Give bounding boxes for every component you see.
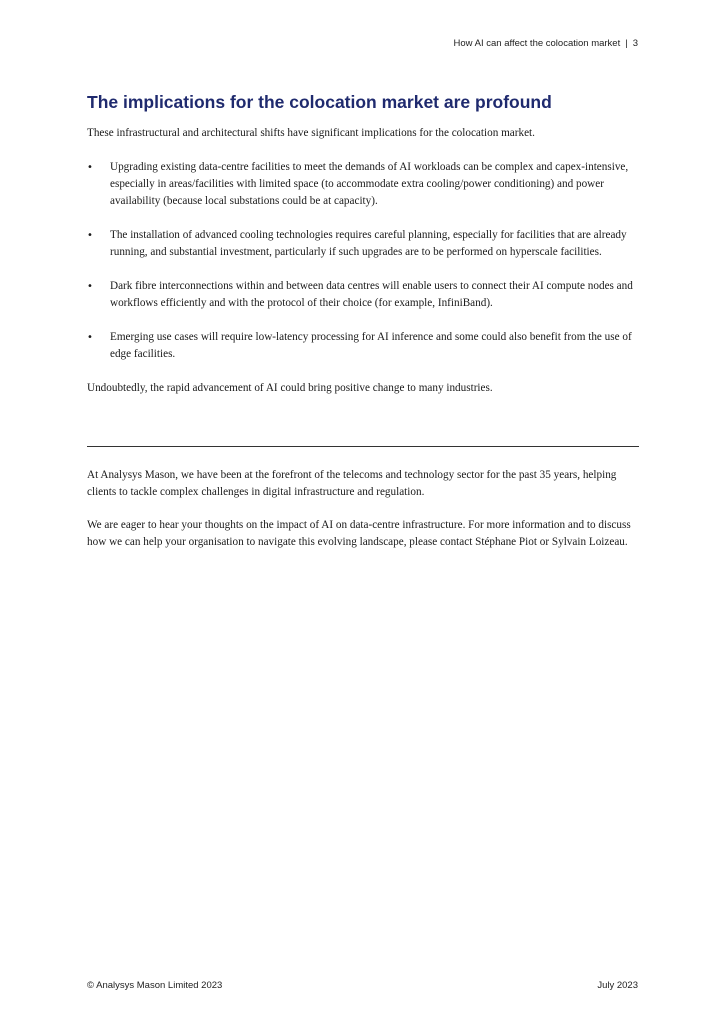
bullet-icon: • xyxy=(87,162,93,173)
list-item xyxy=(87,227,639,261)
contact-paragraph: We are eager to hear your thoughts on the impact of AI on data-centre infrastructure. For more information and to discuss how we can help your organisation to navigate this evolving landscape, please contact Stéphane Piot or Sylvain Loizeau. xyxy=(87,519,631,548)
bullet-list xyxy=(87,159,639,363)
footer-date: July 2023 xyxy=(597,980,638,991)
bullet-icon: • xyxy=(87,230,93,241)
company-paragraph: At Analysys Mason, we have been at the forefront of the telecoms and technology sector for the past 35 years, helping clients to tackle complex challenges in digital infrastructure and regulation. xyxy=(87,469,617,498)
bullet-icon: • xyxy=(87,281,93,292)
main-content xyxy=(87,92,639,397)
section-divider xyxy=(87,446,639,447)
contact-section xyxy=(87,467,639,551)
list-item-text: The installation of advanced cooling technologies requires careful planning, especially for facilities that are already running, and substantial investment, particularly if such upgrades are to be performed on hyperscale facilities. xyxy=(110,229,627,258)
list-item-text: Dark fibre interconnections within and between data centres will enable users to connect their AI compute nodes and workflows efficiently and with the protocol of their choice (for example, InfiniBand). xyxy=(110,280,633,309)
footer-copyright: © Analysys Mason Limited 2023 xyxy=(87,980,223,991)
list-item-text: Emerging use cases will require low-latency processing for AI inference and some could also benefit from the use of edge facilities. xyxy=(110,331,632,360)
header-separator: | xyxy=(625,38,628,49)
bullet-icon: • xyxy=(87,332,93,343)
header-title: How AI can affect the colocation market xyxy=(453,38,621,49)
list-item xyxy=(87,159,639,210)
page-number: 3 xyxy=(632,38,638,49)
list-item-text: Upgrading existing data-centre facilities to meet the demands of AI workloads can be complex and capex-intensive, especially in areas/facilities with limited space (to accommodate extra cooling/power conditioning) and power availability (because local substations could be at capacity). xyxy=(110,161,629,207)
conclusion-paragraph: Undoubtedly, the rapid advancement of AI could bring positive change to many industries. xyxy=(87,382,493,394)
page-header xyxy=(454,38,638,49)
section-heading: The implications for the colocation market are profound xyxy=(87,92,552,112)
list-item xyxy=(87,329,639,363)
intro-paragraph: These infrastructural and architectural shifts have significant implications for the colocation market. xyxy=(87,127,535,139)
list-item xyxy=(87,278,639,312)
